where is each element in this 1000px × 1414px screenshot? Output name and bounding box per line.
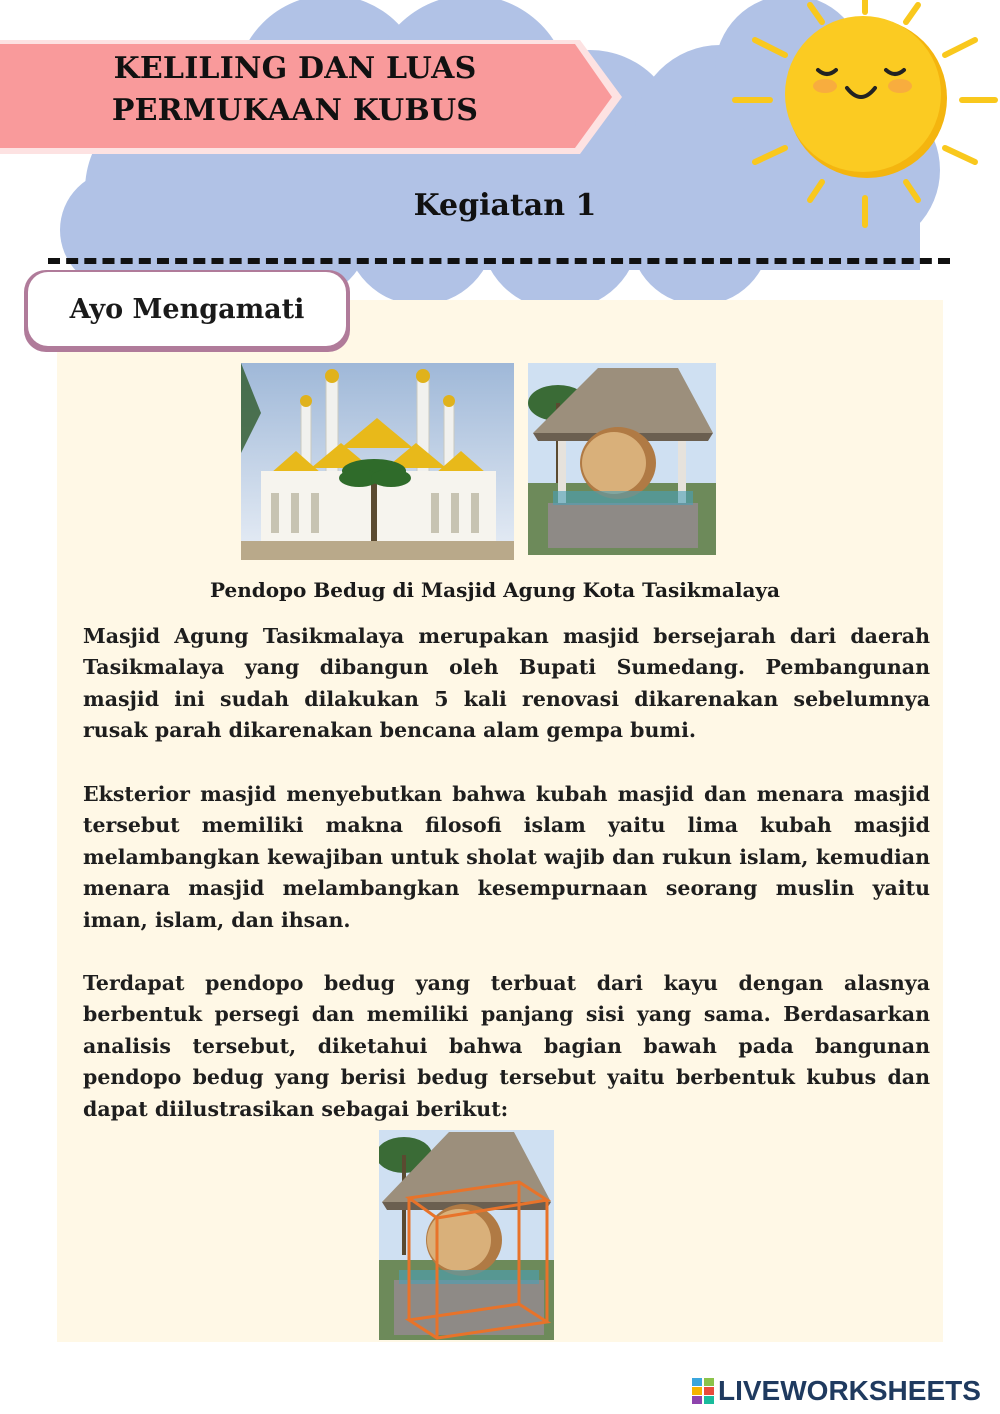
figure-caption: Pendopo Bedug di Masjid Agung Kota Tasikmalaya xyxy=(209,578,781,602)
paragraph-3: Terdapat pendopo bedug yang terbuat dari kayu dengan alasnya berbentuk persegi dan memiliki panjang sisi yang sama. Berdasarkan analisis tersebut, diketahui bahwa bagian bawah pada bangunan pendopo bedug yang berisi bedug tersebut yaitu berbentuk kubus dan dapat diilustrasikan sebagai berikut: xyxy=(83,971,930,1121)
sun-icon xyxy=(730,0,1000,235)
liveworksheets-logo-text: LIVEWORKSHEETS xyxy=(718,1375,981,1406)
liveworksheets-logo-icon xyxy=(692,1378,714,1404)
paragraph-2: Eksterior masjid menyebutkan bahwa kubah masjid dan menara masjid tersebut memiliki makna filosofi islam yaitu lima kubah masjid melambangkan kewajiban untuk sholat wajib dan rukun islam, kemudian menara masjid melambangkan kesempurnaan seorang muslin yaitu iman, islam, dan ihsan. xyxy=(83,782,930,932)
liveworksheets-logo xyxy=(692,1373,981,1409)
page-title-line1: KELILING DAN LUAS xyxy=(113,51,477,86)
page-title-line2: PERMUKAAN KUBUS xyxy=(111,93,479,128)
paragraph-1: Masjid Agung Tasikmalaya merupakan masjid bersejarah dari daerah Tasikmalaya yang dibangun oleh Bupati Sumedang. Pembangunan masjid ini sudah dilakukan 5 kali renovasi dikarenakan sebelumnya rusak parah dikarenakan bencana alam gempa bumi. xyxy=(83,624,930,743)
activity-title: Kegiatan 1 xyxy=(413,188,597,223)
section-tab: Ayo Mengamati xyxy=(28,272,346,346)
mosque-photo xyxy=(241,363,514,560)
pavilion-photo xyxy=(528,363,716,555)
pavilion-cube-illustration xyxy=(379,1130,554,1340)
page-title xyxy=(60,48,530,132)
dashed-divider xyxy=(48,258,950,264)
